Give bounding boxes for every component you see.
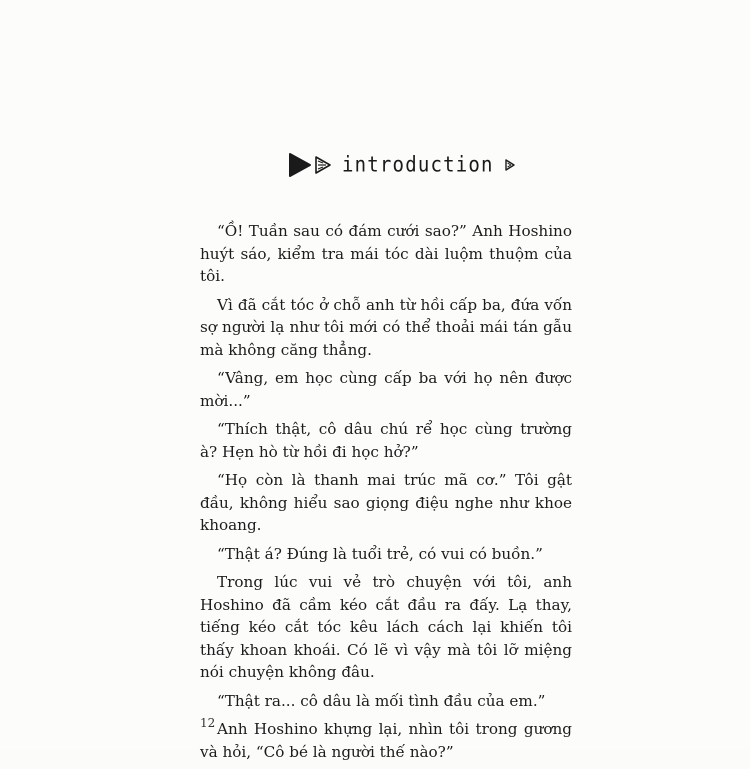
paragraph: “Thật á? Đúng là tuổi trẻ, có vui có buồn.” <box>217 544 543 563</box>
chapter-heading <box>288 150 516 180</box>
paragraph: Vì đã cắt tóc ở chỗ anh từ hồi cấp ba, đứa vốn sợ người lạ như tôi mới có thể thoải mái tán gẫu mà không căng thẳng. <box>200 295 572 359</box>
body-text <box>200 220 572 769</box>
paragraph: “Họ còn là thanh mai trúc mã cơ.” Tôi gật đầu, không hiểu sao giọng điệu nghe như khoe khoang. <box>200 471 572 534</box>
paragraph: Anh Hoshino khựng lại, nhìn tôi trong gương và hỏi, “Cô bé là người thế nào?” <box>200 720 572 761</box>
paragraph: “Ồ! Tuần sau có đám cưới sao?” Anh Hoshino huýt sáo, kiểm tra mái tóc dài luộm thuộm của tôi. <box>200 222 572 285</box>
paragraph: “Thích thật, cô dâu chú rể học cùng trường à? Hẹn hò từ hồi đi học hở?” <box>200 420 572 461</box>
paragraph: Trong lúc vui vẻ trò chuyện với tôi, anh Hoshino đã cầm kéo cắt đầu ra đấy. Lạ thay, tiếng kéo cắt tóc kêu lách cách lại khiến tôi thấy khoan khoái. Có lẽ vì vậy mà tôi lỡ miệng nói chuyện không đâu. <box>200 573 572 681</box>
chapter-title: introduction <box>342 152 494 178</box>
page-number: 12 <box>200 716 216 730</box>
filled-triangle-arrow-icon <box>288 152 312 178</box>
small-triangle-arrow-icon <box>504 158 516 172</box>
paragraph: “Thật ra... cô dâu là mối tình đầu của em.” <box>217 691 546 710</box>
striped-triangle-arrow-icon <box>314 155 332 175</box>
paragraph: “Vâng, em học cùng cấp ba với họ nên được mời...” <box>200 369 572 410</box>
